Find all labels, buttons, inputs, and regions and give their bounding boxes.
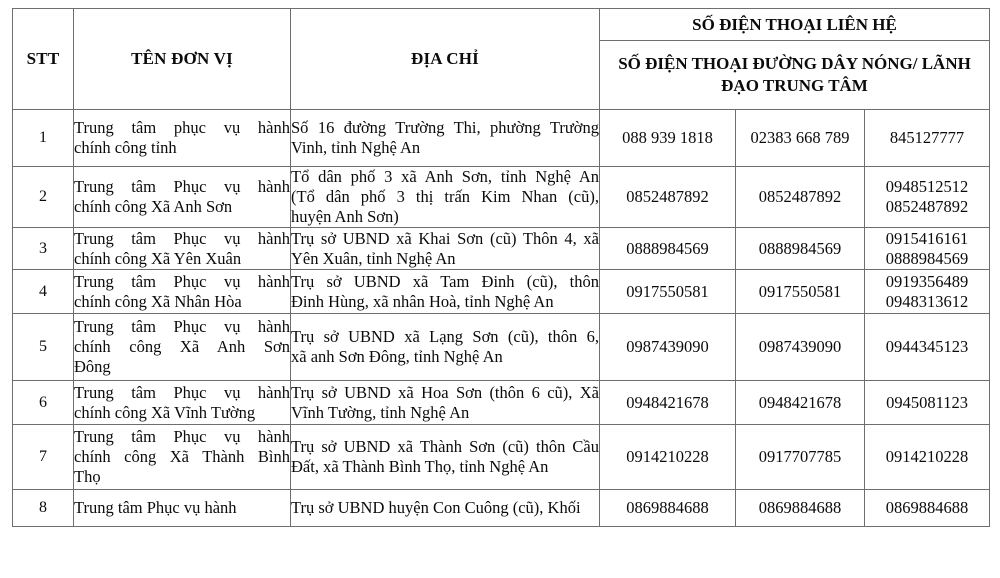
table-row: [13, 110, 990, 167]
cell-unit-name: Trung tâm Phục vụ hành chính công Xã Anh Sơn: [74, 167, 291, 228]
cell-phone-3: 0915416161 0888984569: [865, 228, 990, 270]
cell-stt: 7: [13, 425, 74, 490]
cell-stt: 1: [13, 110, 74, 167]
cell-address: Số 16 đường Trường Thi, phường Trường Vinh, tỉnh Nghệ An: [291, 110, 600, 167]
cell-phone-3: 0948512512 0852487892: [865, 167, 990, 228]
cell-phone-2: 0917550581: [736, 270, 865, 314]
cell-unit-name: Trung tâm phục vụ hành chính công tỉnh: [74, 110, 291, 167]
cell-phone-2: 0888984569: [736, 228, 865, 270]
cell-unit-name: Trung tâm Phục vụ hành chính công Xã Yên Xuân: [74, 228, 290, 268]
table-row: [13, 381, 990, 425]
column-header-phone-group: SỐ ĐIỆN THOẠI LIÊN HỆ: [600, 9, 990, 41]
cell-phone-3: 0944345123: [865, 314, 990, 381]
cell-stt: 2: [13, 167, 74, 228]
cell-stt: 5: [13, 314, 74, 381]
cell-phone-1: 0852487892: [600, 167, 736, 228]
cell-phone-3: 845127777: [865, 110, 990, 167]
cell-phone-2: 0917707785: [736, 425, 865, 490]
cell-phone-1: 0888984569: [600, 228, 736, 270]
cell-phone-1: 0987439090: [600, 314, 736, 381]
cell-phone-1: 0917550581: [600, 270, 736, 314]
cell-address: Trụ sở UBND xã Thành Sơn (cũ) thôn Cầu Đất, xã Thành Bình Thọ, tỉnh Nghệ An: [291, 425, 600, 490]
cell-phone-1: 0914210228: [600, 425, 736, 490]
column-header-address: ĐỊA CHỈ: [291, 9, 600, 110]
table-header-row-1: [13, 9, 990, 41]
cell-unit-name: Trung tâm Phục vụ hành chính công Xã Thành Bình Thọ: [74, 425, 291, 490]
cell-stt: 3: [13, 228, 74, 270]
cell-stt: 8: [13, 490, 74, 527]
table-row: [13, 228, 990, 270]
cell-address: Trụ sở UBND xã Khai Sơn (cũ) Thôn 4, xã Yên Xuân, tỉnh Nghệ An: [291, 228, 599, 268]
cell-address: Tổ dân phố 3 xã Anh Sơn, tỉnh Nghệ An (Tổ dân phố 3 thị trấn Kim Nhan (cũ), huyện Anh Sơn): [291, 167, 599, 227]
cell-unit-name: Trung tâm Phục vụ hành: [74, 490, 291, 527]
column-header-stt: STT: [13, 9, 74, 110]
cell-phone-2: 0852487892: [736, 167, 865, 228]
cell-phone-3: 0914210228: [865, 425, 990, 490]
cell-phone-1: 088 939 1818: [600, 110, 736, 167]
cell-stt: 4: [13, 270, 74, 314]
column-header-unit-name: TÊN ĐƠN VỊ: [74, 9, 291, 110]
cell-phone-1: 0869884688: [600, 490, 736, 527]
cell-unit-name: Trung tâm Phục vụ hành chính công Xã Vĩnh Tường: [74, 381, 291, 425]
cell-address: Trụ sở UBND huyện Con Cuông (cũ), Khối: [291, 490, 600, 527]
table-row: [13, 167, 990, 228]
cell-phone-3: 0869884688: [865, 490, 990, 527]
cell-phone-2: 0948421678: [736, 381, 865, 425]
cell-address: Trụ sở UBND xã Lạng Sơn (cũ), thôn 6, xã anh Sơn Đông, tỉnh Nghệ An: [291, 314, 600, 381]
cell-phone-3: 0945081123: [865, 381, 990, 425]
cell-phone-1: 0948421678: [600, 381, 736, 425]
contact-directory-table: [12, 8, 990, 527]
cell-address: Trụ sở UBND xã Hoa Sơn (thôn 6 cũ), Xã Vĩnh Tường, tỉnh Nghệ An: [291, 381, 600, 425]
column-header-hotline: SỐ ĐIỆN THOẠI ĐƯỜNG DÂY NÓNG/ LÃNH ĐẠO TRUNG TÂM: [600, 41, 990, 110]
table-row: [13, 425, 990, 490]
cell-phone-3: 0919356489 0948313612: [865, 270, 990, 314]
table-row: [13, 490, 990, 527]
cell-unit-name: Trung tâm Phục vụ hành chính công Xã Nhân Hòa: [74, 270, 291, 314]
cell-address: Trụ sở UBND xã Tam Đinh (cũ), thôn Đinh Hùng, xã nhân Hoà, tỉnh Nghệ An: [291, 270, 600, 314]
cell-phone-2: 02383 668 789: [736, 110, 865, 167]
cell-stt: 6: [13, 381, 74, 425]
cell-phone-2: 0987439090: [736, 314, 865, 381]
page-bottom-clip: [0, 529, 1000, 578]
table-row: [13, 270, 990, 314]
table-row: [13, 314, 990, 381]
cell-unit-name: Trung tâm Phục vụ hành chính công Xã Anh Sơn Đông: [74, 314, 291, 381]
cell-phone-2: 0869884688: [736, 490, 865, 527]
